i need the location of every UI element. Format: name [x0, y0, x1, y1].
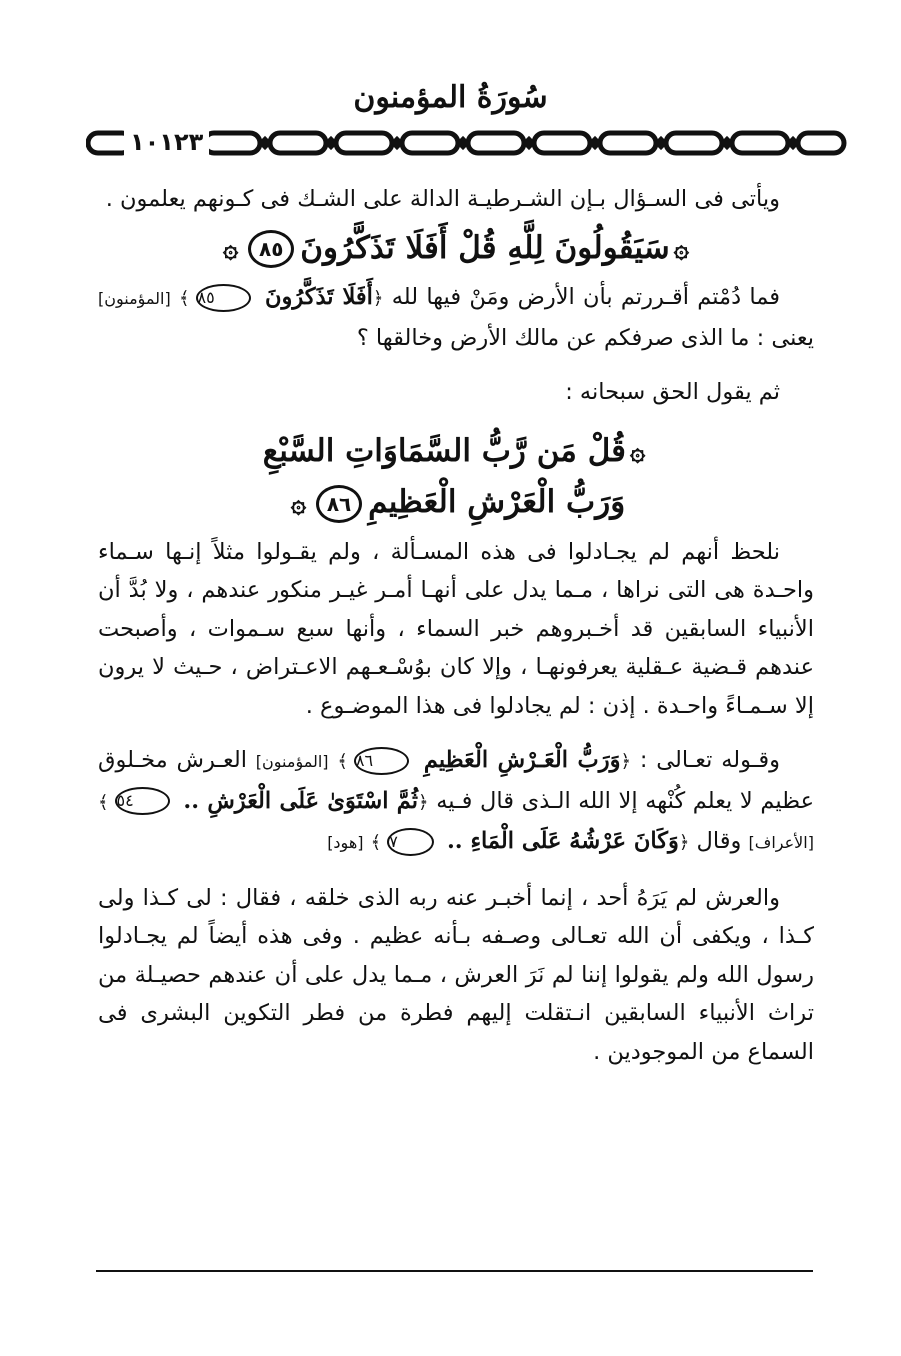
verse-line-1	[98, 426, 814, 478]
bracket-open-icon: ﴿	[678, 832, 690, 853]
page-number: ١٠١٢٣	[124, 128, 209, 156]
paragraph: ويأتى فى السـؤال بـإن الشـرطيـة الدالة على الشـك فى كـونهم يعلمون .	[105, 186, 780, 212]
surah-ref: [الأعراف]	[748, 833, 814, 852]
verse-text: سَيَقُولُونَ لِلَّهِ قُلْ أَفَلَا تَذَكَّرُونَ	[300, 229, 670, 266]
surah-ref: [المؤمنون]	[98, 289, 171, 308]
verse-number: ٨٦	[354, 747, 409, 775]
verse-text: قُلْ مَن رَّبُّ السَّمَاوَاتِ السَّبْعِ	[262, 432, 626, 469]
text: يعنى : ما الذى صرفكم عن مالك الأرض وخالقها ؟	[356, 324, 814, 351]
verse-line-2	[98, 477, 814, 529]
bracket-open-icon: ﴿	[418, 791, 429, 813]
verse-number: ٧	[387, 828, 434, 856]
ornament-icon: ۞	[290, 488, 307, 519]
quran-quote: أَفَلَا تَذَكَّرُونَ	[264, 284, 373, 310]
text: العـرش مخـلوق عظيم لا يعلم كُنْهه إلا الله الـذى قال فـيه	[98, 747, 815, 814]
ornament-icon: ۞	[630, 437, 646, 467]
surah-ref: [المؤمنون]	[255, 752, 329, 771]
footer-rule	[96, 1270, 813, 1272]
bracket-close-icon: ﴾	[98, 791, 109, 813]
page-body	[98, 180, 814, 1071]
quran-quote: ثُمَّ اسْتَوَىٰ عَلَى الْعَرْشِ ..	[183, 787, 419, 814]
paragraph: والعرش لم يَرَهُ أحد ، إنما أخبـر عنه ربه الذى خلقه ، فقال : لى كـذا ولى كـذا ، ويكفى أن الله تعـالى وصـفه بـأنه عظيم . وفى هذه أيضاً لم يجـادلوا رسول الله ولم يقولوا إننا لم نَرَ العرش ، مـما يدل على أن عندهم حصيـلة من تراث الأنبياء السابقين انـتقلت إليهم فطرة من فطر التكوين البشرى فى السماع من الموجودين .	[98, 884, 814, 1065]
text: وقـوله تعـالى :	[639, 747, 780, 773]
paragraph	[98, 278, 814, 357]
ornament-icon: ۞	[673, 234, 689, 264]
verse-number: ٨٥	[196, 284, 251, 312]
bracket-close-icon: ﴾	[337, 751, 348, 772]
verse-number: ٨٦	[316, 485, 362, 523]
bracket-close-icon: ﴾	[178, 288, 190, 309]
bracket-open-icon: ﴿	[620, 751, 631, 772]
quran-quote: وَرَبُّ الْعَـرْشِ الْعَظِيمِ	[423, 747, 621, 773]
quran-verse-85	[98, 223, 814, 275]
text: وقال	[696, 828, 742, 854]
surah-ref: [هود]	[327, 833, 364, 852]
verse-number: ٨٥	[248, 230, 294, 268]
paragraph	[98, 741, 814, 863]
ornament-icon: ۞	[223, 234, 239, 264]
bracket-open-icon: ﴿	[372, 288, 384, 309]
text: فما دُمْتم أقـررتم بأن الأرض ومَنْ فيها لله	[391, 284, 780, 310]
quran-quote: وَكَانَ عَرْشُهُ عَلَى الْمَاءِ ..	[446, 828, 679, 854]
surah-title: سُورَةُ المؤمنون	[353, 80, 548, 115]
paragraph: ثم يقول الحق سبحانه :	[565, 379, 780, 405]
paragraph: نلحظ أنهم لم يجـادلوا فى هذه المسـألة ، ولم يقـولوا مثلاً إنـها سـماء واحـدة هى التى نراها ، مـما يدل على أنهـا أمـر غيـر منكور عندهم ، ولا بُدَّ أن الأنبياء السابقين قد أخـبروهم خبر السماء ، وأنها سبع سـموات ، وأصبحت عندهم قـضية عـقلية يعرفونهـا ، وإلا كان بوُسْـعـهم الاعـتراض ، حـيث لا يرون إلا سـمـاءً واحـدة . إذن : لم يجادلوا فى هذا الموضـوع .	[98, 538, 814, 719]
verse-text: وَرَبُّ الْعَرْشِ الْعَظِيمِ	[368, 484, 626, 520]
verse-number: ٥٤	[115, 787, 170, 815]
quran-verse-86	[98, 426, 814, 529]
bracket-close-icon: ﴾	[370, 832, 382, 853]
